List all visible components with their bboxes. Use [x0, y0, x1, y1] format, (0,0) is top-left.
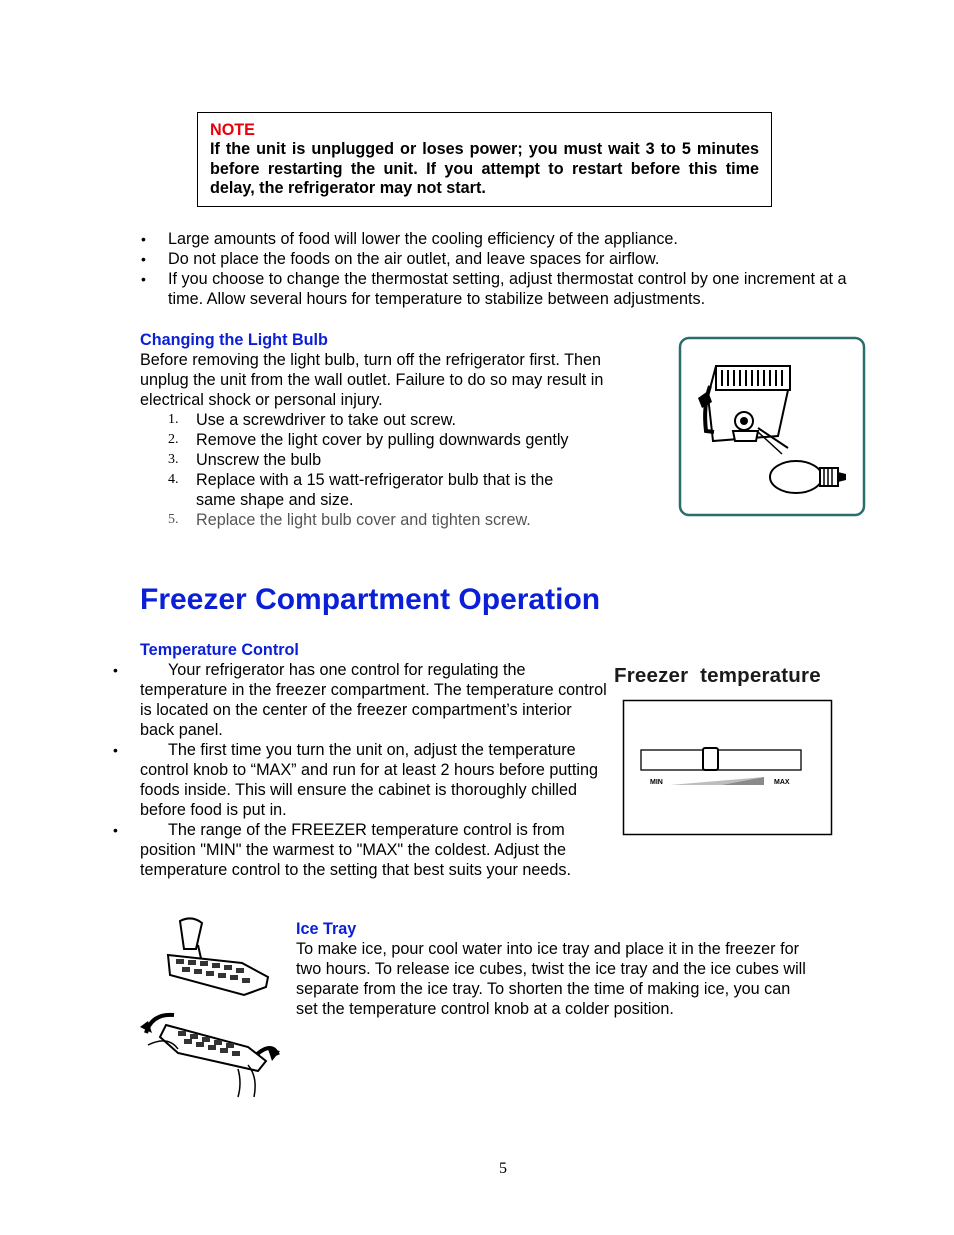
- list-item: • Large amounts of food will lower the cooling efficiency of the appliance.: [140, 229, 860, 249]
- list-item: 3. Unscrew the bulb: [168, 451, 322, 469]
- min-label: MIN: [650, 779, 663, 786]
- section-title: Freezer Compartment Operation: [140, 583, 601, 616]
- light-bulb-illustration: [678, 336, 866, 517]
- list-item: 4. Replace with a 15 watt-refrigerator bulb that is the same shape and size.: [168, 471, 554, 509]
- page-number: 5: [499, 1160, 507, 1177]
- temperature-control-list: [113, 660, 610, 880]
- list-item: • Your refrigerator has one control for regulating the temperature in the freezer compartment. The temperature control is located on the center of the freezer compartment’s interior back panel.: [113, 661, 607, 739]
- list-item: 2. Remove the light cover by pulling downwards gently: [168, 431, 569, 449]
- ice-tray-heading: Ice Tray: [296, 920, 357, 938]
- ice-tray-text: To make ice, pour cool water into ice tray and place it in the freezer for two hours. To release ice cubes, twist the ice tray and the ice cubes will separate from the ice tray. To shorten the time of making ice, you can set the temperature control knob at a colder position.: [296, 940, 806, 1018]
- ice-tray-twisting-illustration: [138, 1005, 283, 1100]
- list-item: 1. Use a screwdriver to take out screw.: [168, 411, 456, 429]
- list-item: • If you choose to change the thermostat setting, adjust thermostat control by one increment at a time. Allow several hours for temperature to stabilize between adjustments.: [140, 269, 860, 309]
- freezer-temperature-dial: [622, 699, 834, 837]
- light-bulb-intro: Before removing the light bulb, turn off the refrigerator first. Then unplug the unit from the wall outlet. Failure to do so may result in electrical shock or personal injury.: [140, 351, 604, 409]
- note-body: If the unit is unplugged or loses power; you must wait 3 to 5 minutes before restarting the unit. If you attempt to restart before this time delay, the refrigerator may not start.: [210, 140, 759, 197]
- max-label: MAX: [774, 779, 790, 786]
- note-box: [197, 112, 772, 207]
- note-title: NOTE: [210, 121, 255, 139]
- temperature-control-heading: Temperature Control: [140, 641, 299, 659]
- list-item: • The range of the FREEZER temperature control is from position "MIN" the warmest to "MAX" the coldest. Adjust the temperature control to the setting that best suits your needs.: [113, 821, 572, 879]
- ice-tray-filling-illustration: [162, 915, 272, 997]
- list-item: • Do not place the foods on the air outlet, and leave spaces for airflow.: [140, 249, 860, 269]
- list-item: • The first time you turn the unit on, adjust the temperature control knob to “MAX” and run for at least 2 hours before putting foods inside. This will ensure the cabinet is thoroughly chilled before food is put in.: [113, 741, 599, 819]
- light-bulb-heading: Changing the Light Bulb: [140, 331, 328, 349]
- light-bulb-section: [140, 330, 640, 530]
- temperature-control-section: [113, 640, 610, 880]
- ice-tray-section: [296, 919, 816, 1019]
- figure-title: Freezer temperature: [614, 664, 821, 687]
- tips-list: [140, 229, 860, 309]
- list-item: 5. Replace the light bulb cover and tighten screw.: [168, 511, 531, 529]
- light-bulb-steps: [140, 410, 610, 530]
